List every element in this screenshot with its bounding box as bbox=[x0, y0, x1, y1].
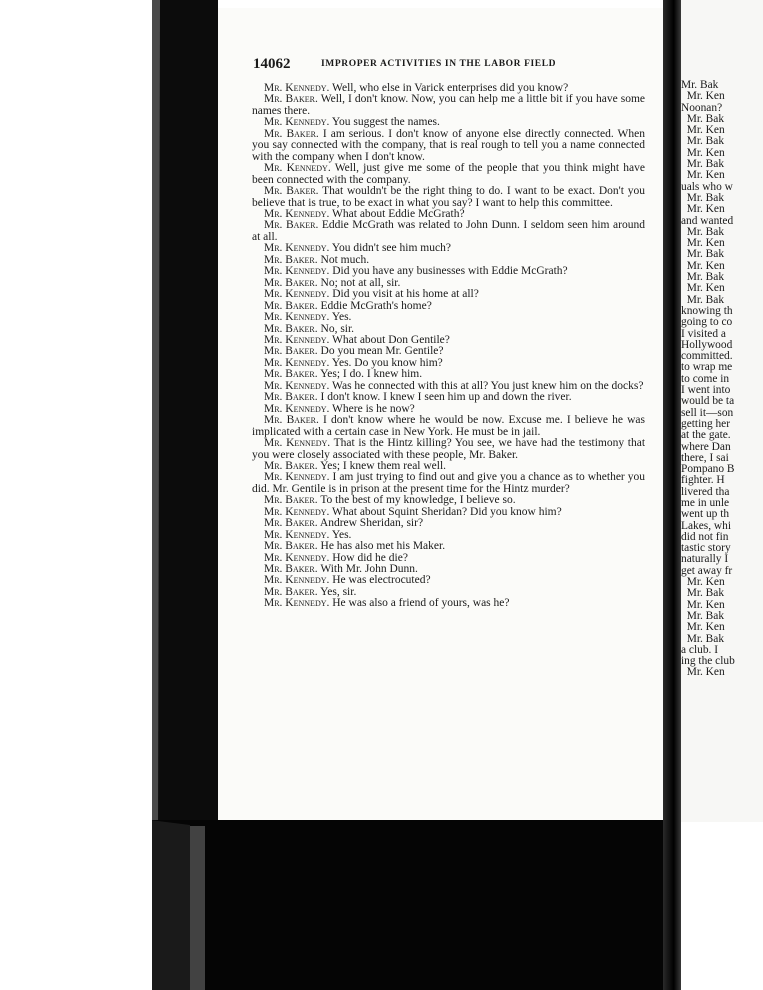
transcript-paragraph bbox=[252, 438, 645, 461]
speech-text: Eddie McGrath was related to John Dunn. I seldom seen him around at all. bbox=[252, 219, 645, 243]
speech-text: That wouldn't be the right thing to do. I want to be exact. Don't you believe that is true, to be exact in what you say? I want to help this committee. bbox=[252, 185, 645, 209]
speaker-label: Mr. Baker. bbox=[264, 253, 318, 266]
facing-page bbox=[681, 0, 763, 822]
facing-page-line: Mr. Bak bbox=[681, 248, 725, 261]
speech-text: Yes. bbox=[331, 311, 352, 324]
facing-page-line: Hollywood bbox=[681, 338, 733, 351]
facing-page-line: Mr. Ken bbox=[681, 666, 725, 679]
transcript-paragraph bbox=[252, 163, 645, 186]
facing-page-text bbox=[681, 80, 763, 679]
facing-page-line: went up th bbox=[681, 508, 730, 521]
speech-text: To the best of my knowledge, I believe so. bbox=[320, 494, 516, 507]
facing-page-line: I went into bbox=[681, 384, 731, 397]
transcript-paragraph bbox=[252, 472, 645, 495]
speech-text: Well, just give me some of the people that you think might have been connected with the company. bbox=[252, 162, 645, 186]
speech-text: He was electrocuted? bbox=[332, 574, 431, 587]
facing-page-line: I visited a bbox=[681, 327, 726, 340]
speaker-label: Mr. Baker. bbox=[264, 517, 318, 530]
speech-text: Eddie McGrath's home? bbox=[320, 299, 432, 312]
speech-text: What about Don Gentile? bbox=[332, 333, 450, 346]
speaker-label: Mr. Kennedy. bbox=[264, 162, 331, 175]
speaker-label: Mr. Baker. bbox=[264, 127, 319, 140]
facing-page-line: Mr. Bak bbox=[681, 191, 725, 204]
facing-page-line: going to co bbox=[681, 316, 733, 329]
speaker-label: Mr. Kennedy. bbox=[264, 437, 331, 450]
speech-text: That is the Hintz killing? You see, we have had the testimony that you were closely associated with these people, Mr. Baker. bbox=[252, 437, 646, 461]
speaker-label: Mr. Baker. bbox=[264, 414, 319, 427]
speech-text: Well, who else in Varick enterprises did you know? bbox=[332, 82, 569, 94]
facing-page-line: Mr. Ken bbox=[681, 576, 725, 589]
facing-page-line: there, I sai bbox=[681, 451, 729, 464]
speaker-label: Mr. Kennedy. bbox=[264, 551, 330, 564]
speech-text: Yes; I knew them real well. bbox=[320, 459, 447, 472]
running-head: IMPROPER ACTIVITIES IN THE LABOR FIELD bbox=[321, 59, 557, 69]
book-gutter bbox=[663, 0, 681, 990]
speech-text: I am serious. I don't know of anyone else directly connected. When you say connected with the company, that is real rough to tell you a name connected with the company when I don't know. bbox=[252, 127, 646, 163]
speaker-label: Mr. Kennedy. bbox=[264, 356, 330, 369]
speech-text: Andrew Sheridan, sir? bbox=[319, 517, 424, 530]
speaker-label: Mr. Baker. bbox=[264, 185, 319, 198]
speaker-label: Mr. Kennedy. bbox=[264, 528, 330, 541]
transcript-paragraph bbox=[252, 220, 645, 243]
speech-text: He was also a friend of yours, was he? bbox=[332, 597, 510, 610]
speaker-label: Mr. Baker. bbox=[264, 540, 318, 553]
speaker-label: Mr. Kennedy. bbox=[264, 242, 330, 255]
facing-page-line: Pompano B bbox=[681, 463, 735, 476]
speaker-label: Mr. Baker. bbox=[264, 219, 319, 232]
speech-text: Yes. bbox=[331, 528, 352, 541]
speech-text: Did you have any businesses with Eddie McGrath? bbox=[332, 265, 568, 278]
speaker-label: Mr. Kennedy. bbox=[264, 207, 330, 220]
speech-text: What about Eddie McGrath? bbox=[332, 207, 465, 220]
facing-page-line: Mr. Ken bbox=[681, 169, 725, 182]
speaker-label: Mr. Kennedy. bbox=[264, 597, 330, 610]
facing-page-line: Mr. Ken bbox=[681, 237, 725, 250]
speech-text: Yes. Do you know him? bbox=[331, 356, 443, 369]
speaker-label: Mr. Baker. bbox=[264, 563, 318, 576]
speaker-label: Mr. Kennedy. bbox=[264, 311, 330, 324]
transcript-paragraph bbox=[252, 598, 645, 609]
facing-page-line: to come in bbox=[681, 372, 730, 385]
facing-page-line: Noonan? bbox=[681, 101, 723, 114]
speech-text: You suggest the names. bbox=[331, 116, 440, 129]
facing-page-line: Mr. Ken bbox=[681, 146, 725, 159]
speech-text: Well, I don't know. Now, you can help me a little bit if you have some names there. bbox=[252, 93, 646, 117]
facing-page-line: getting her bbox=[681, 417, 731, 430]
facing-page-line: Mr. Ken bbox=[681, 124, 725, 137]
transcript-paragraph bbox=[252, 129, 645, 163]
transcript-paragraph bbox=[252, 415, 645, 438]
speaker-label: Mr. Kennedy. bbox=[264, 116, 330, 129]
speech-text: No, sir. bbox=[320, 322, 355, 335]
transcript-body bbox=[252, 83, 645, 610]
facing-page-line: Mr. Bak bbox=[681, 632, 725, 645]
facing-page-line: Lakes, whi bbox=[681, 519, 731, 532]
speech-text: How did he die? bbox=[332, 551, 408, 564]
facing-page-line: and wanted bbox=[681, 214, 734, 227]
facing-page-line: would be ta bbox=[681, 395, 735, 408]
facing-page-line: uals who w bbox=[681, 180, 733, 193]
page-header bbox=[253, 56, 648, 72]
facing-page-line: Mr. Bak bbox=[681, 79, 719, 91]
speaker-label: Mr. Kennedy. bbox=[264, 379, 330, 392]
facing-page-line: Mr. Ken bbox=[681, 90, 725, 103]
speech-text: Was he connected with this at all? You just knew him on the docks? bbox=[332, 379, 644, 392]
speaker-label: Mr. Baker. bbox=[264, 322, 318, 335]
speaker-label: Mr. Baker. bbox=[264, 93, 318, 106]
facing-page-line: ing the club bbox=[681, 655, 735, 668]
speaker-label: Mr. Kennedy. bbox=[264, 574, 330, 587]
facing-page-line: Mr. Bak bbox=[681, 587, 725, 600]
speech-text: Where is he now? bbox=[332, 402, 415, 415]
facing-page-line: sell it—son bbox=[681, 406, 734, 419]
page-number: 14062 bbox=[253, 56, 291, 72]
speaker-label: Mr. Baker. bbox=[264, 368, 318, 381]
speech-text: Yes, sir. bbox=[320, 585, 357, 598]
speaker-label: Mr. Kennedy. bbox=[264, 288, 330, 301]
speaker-label: Mr. Kennedy. bbox=[264, 471, 330, 484]
facing-page-line: me in unle bbox=[681, 496, 730, 509]
speaker-label: Mr. Baker. bbox=[264, 459, 318, 472]
facing-page-line: did not fin bbox=[681, 530, 729, 543]
speech-text: Yes; I do. I knew him. bbox=[320, 368, 423, 381]
facing-page-line: committed. bbox=[681, 350, 733, 363]
speaker-label: Mr. Kennedy. bbox=[264, 402, 330, 415]
speaker-label: Mr. Baker. bbox=[264, 276, 318, 289]
speech-text: You didn't see him much? bbox=[331, 242, 451, 255]
facing-page-line: Mr. Bak bbox=[681, 225, 725, 238]
facing-page-line: Mr. Ken bbox=[681, 621, 725, 634]
speaker-label: Mr. Kennedy. bbox=[264, 333, 330, 346]
facing-page-line: to wrap me bbox=[681, 361, 733, 374]
facing-page-line: Mr. Ken bbox=[681, 598, 725, 611]
facing-page-line: fighter. H bbox=[681, 474, 725, 487]
speech-text: I don't know where he would be now. Excuse me. I believe he was implicated with a certain case in New York. He must be in jail. bbox=[252, 414, 646, 438]
facing-page-line: knowing th bbox=[681, 304, 733, 317]
speech-text: Do you mean Mr. Gentile? bbox=[320, 345, 444, 358]
speech-text: I don't know. I knew I seen him up and down the river. bbox=[320, 391, 572, 404]
speaker-label: Mr. Kennedy. bbox=[264, 82, 330, 94]
speaker-label: Mr. Kennedy. bbox=[264, 505, 330, 518]
speech-text: Not much. bbox=[320, 253, 370, 266]
speech-text: Did you visit at his home at all? bbox=[332, 288, 479, 301]
facing-page-line: get away fr bbox=[681, 564, 733, 577]
facing-page-line: Mr. Bak bbox=[681, 112, 725, 125]
speaker-label: Mr. Baker. bbox=[264, 299, 318, 312]
facing-page-line: a club. I bbox=[681, 643, 719, 656]
speech-text: He has also met his Maker. bbox=[320, 540, 446, 553]
facing-page-line: Mr. Bak bbox=[681, 271, 725, 284]
transcript-paragraph bbox=[252, 186, 645, 209]
facing-page-line: Mr. Bak bbox=[681, 158, 725, 171]
speaker-label: Mr. Baker. bbox=[264, 494, 318, 507]
facing-page-line: Mr. Bak bbox=[681, 609, 725, 622]
speech-text: I am just trying to find out and give you a chance as to whether you did. Mr. Gentile is in prison at the present time for the Hintz murder? bbox=[252, 471, 646, 495]
speaker-label: Mr. Baker. bbox=[264, 345, 318, 358]
facing-page-line: Mr. Ken bbox=[681, 282, 725, 295]
speech-text: No; not at all, sir. bbox=[320, 276, 401, 289]
facing-page-line: at the gate. bbox=[681, 429, 731, 442]
speaker-label: Mr. Baker. bbox=[264, 585, 318, 598]
speech-text: With Mr. John Dunn. bbox=[320, 563, 418, 576]
speaker-label: Mr. Kennedy. bbox=[264, 265, 330, 278]
facing-page-line: livered tha bbox=[681, 485, 730, 498]
facing-page-line: tastic story bbox=[681, 542, 731, 555]
speaker-label: Mr. Baker. bbox=[264, 391, 318, 404]
facing-page-line: where Dan bbox=[681, 440, 731, 453]
speech-text: What about Squint Sheridan? Did you know him? bbox=[332, 505, 562, 518]
facing-page-line: Mr. Bak bbox=[681, 135, 725, 148]
facing-page-line: Mr. Ken bbox=[681, 259, 725, 272]
facing-page-line: naturally I bbox=[681, 553, 729, 566]
transcript-paragraph bbox=[252, 94, 645, 117]
facing-page-line: Mr. Bak bbox=[681, 293, 725, 306]
facing-page-line: Mr. Ken bbox=[681, 203, 725, 216]
